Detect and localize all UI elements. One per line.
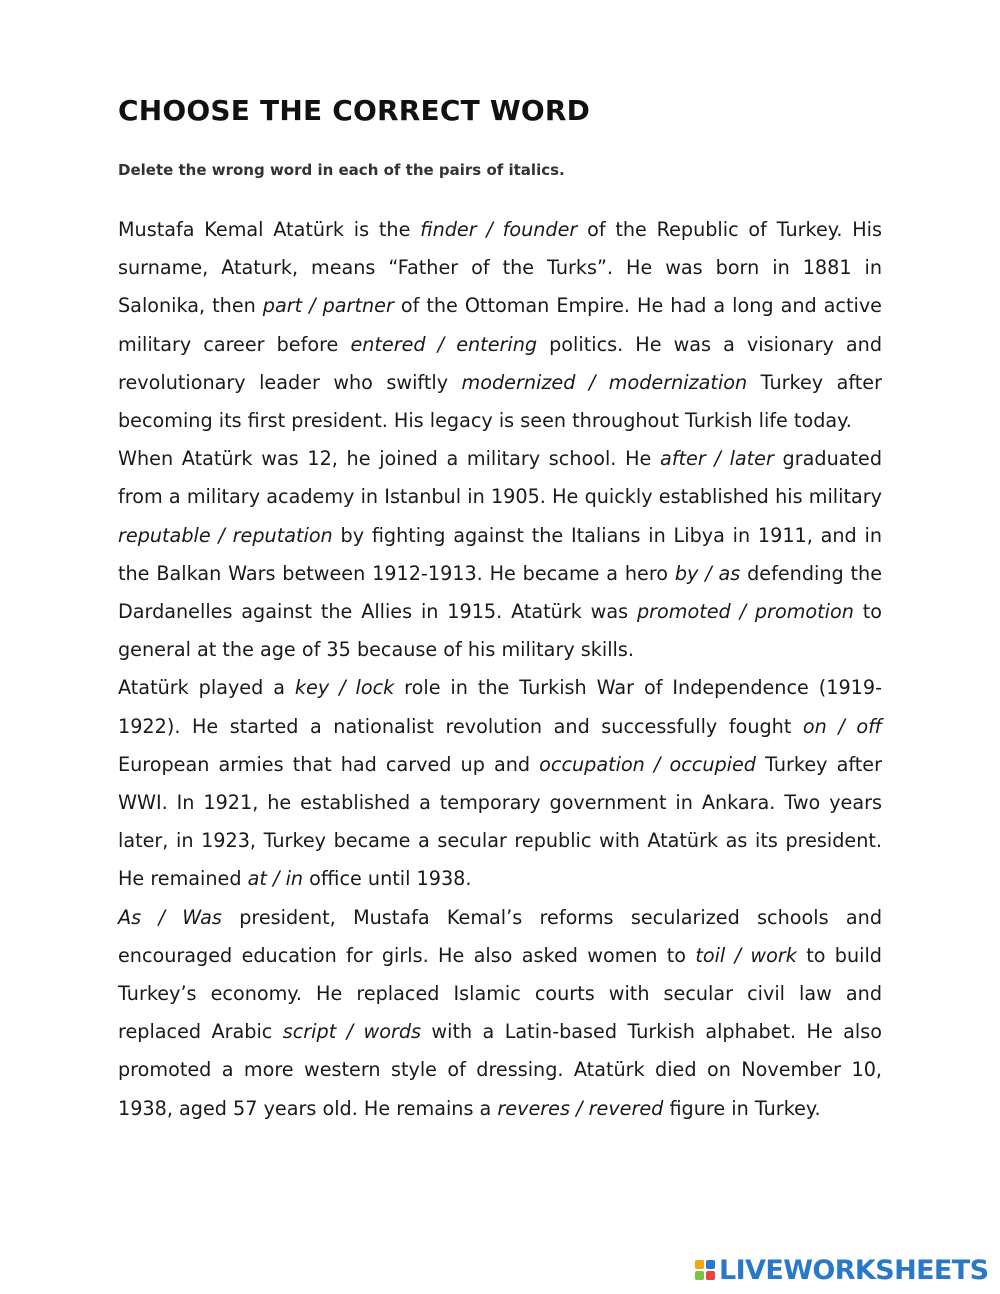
word-choice-pair[interactable]: reveres / revered	[497, 1096, 664, 1120]
passage-text: Turkey after becoming its first president. His legacy is seen throughout Turkish life today.	[118, 370, 882, 433]
word-choice-pair[interactable]: by / as	[674, 561, 741, 585]
passage-text: Mustafa Kemal Atatürk is the	[118, 218, 421, 241]
passage-text: by fighting against the Italians in Libya in 1911, and in the Balkan Wars between 1912-1913. He became a hero	[118, 523, 882, 585]
page-title: CHOOSE THE CORRECT WORD	[118, 94, 591, 127]
word-choice-pair[interactable]: key / lock	[294, 676, 395, 700]
word-choice-pair[interactable]: script / words	[282, 1020, 422, 1044]
logo-square-1	[695, 1260, 704, 1269]
word-choice-pair[interactable]: modernized / modernization	[461, 370, 748, 394]
word-choice-pair[interactable]: occupation / occupied	[539, 752, 756, 776]
passage-text: to general at the age of 35 because of his military skills.	[118, 600, 883, 662]
word-choice-pair[interactable]: at / in	[247, 867, 304, 891]
word-choice-pair[interactable]: reputable / reputation	[118, 523, 333, 547]
passage-text: of the Ottoman Empire. He had a long and active military career before	[118, 294, 882, 356]
logo-text: LIVEWORKSHEETS	[719, 1254, 989, 1286]
paragraph-2	[118, 440, 882, 669]
passage-text: Atatürk played a	[118, 676, 295, 700]
passage-text: graduated from a military academy in Istanbul in 1905. He quickly established his military	[118, 447, 882, 509]
passage-text: When Atatürk was 12, he joined a military school. He	[118, 447, 660, 471]
word-choice-pair[interactable]: on / off	[802, 714, 882, 738]
logo-square-4	[706, 1271, 715, 1280]
word-choice-pair[interactable]: part / partner	[262, 294, 394, 318]
passage-text: politics. He was a visionary and revolutionary leader who swiftly	[118, 332, 882, 394]
passage-text: of the Republic of Turkey. His surname, Ataturk, means “Father of the Turks”. He was born in 1881 in Salonika, then	[118, 218, 883, 318]
passage-text: Turkey after WWI. In 1921, he established a temporary government in Ankara. Two years later, in 1923, Turkey became a secular republic with Atatürk as its president. He remained	[118, 752, 882, 891]
word-choice-pair[interactable]: toil / work	[695, 943, 797, 967]
passage-text: defending the Dardanelles against the Allies in 1915. Atatürk was	[118, 561, 882, 624]
logo-square-3	[695, 1271, 704, 1280]
liveworksheets-logo	[695, 1256, 988, 1284]
passage-text: European armies that had carved up and	[118, 752, 540, 776]
passage-text: office until 1938.	[303, 867, 472, 891]
passage-text: role in the Turkish War of Independence (1919-1922). He started a nationalist revolution and successfully fought	[118, 676, 882, 738]
passage-text: with a Latin-based Turkish alphabet. He also promoted a more western style of dressing. Atatürk died on November 10, 1938, aged 57 years old. He remains a	[118, 1020, 882, 1120]
passage-text: figure in Turkey.	[663, 1096, 821, 1120]
logo-square-2	[706, 1260, 715, 1269]
paragraph-1	[118, 211, 882, 440]
paragraph-3	[118, 669, 882, 898]
word-choice-pair[interactable]: As / Was	[118, 905, 222, 929]
reading-passage	[118, 211, 882, 1128]
passage-text: president, Mustafa Kemal’s reforms secularized schools and encouraged education for girls. He also asked women to	[118, 905, 882, 967]
paragraph-4	[118, 899, 882, 1128]
liveworksheets-logo-icon	[695, 1260, 715, 1280]
word-choice-pair[interactable]: finder / founder	[420, 218, 578, 241]
word-choice-pair[interactable]: entered / entering	[350, 332, 538, 356]
word-choice-pair[interactable]: promoted / promotion	[636, 600, 854, 624]
word-choice-pair[interactable]: after / later	[660, 447, 774, 471]
passage-text: to build Turkey’s economy. He replaced Islamic courts with secular civil law and replaced Arabic	[118, 943, 882, 1044]
instruction-text: Delete the wrong word in each of the pairs of italics.	[118, 161, 565, 179]
